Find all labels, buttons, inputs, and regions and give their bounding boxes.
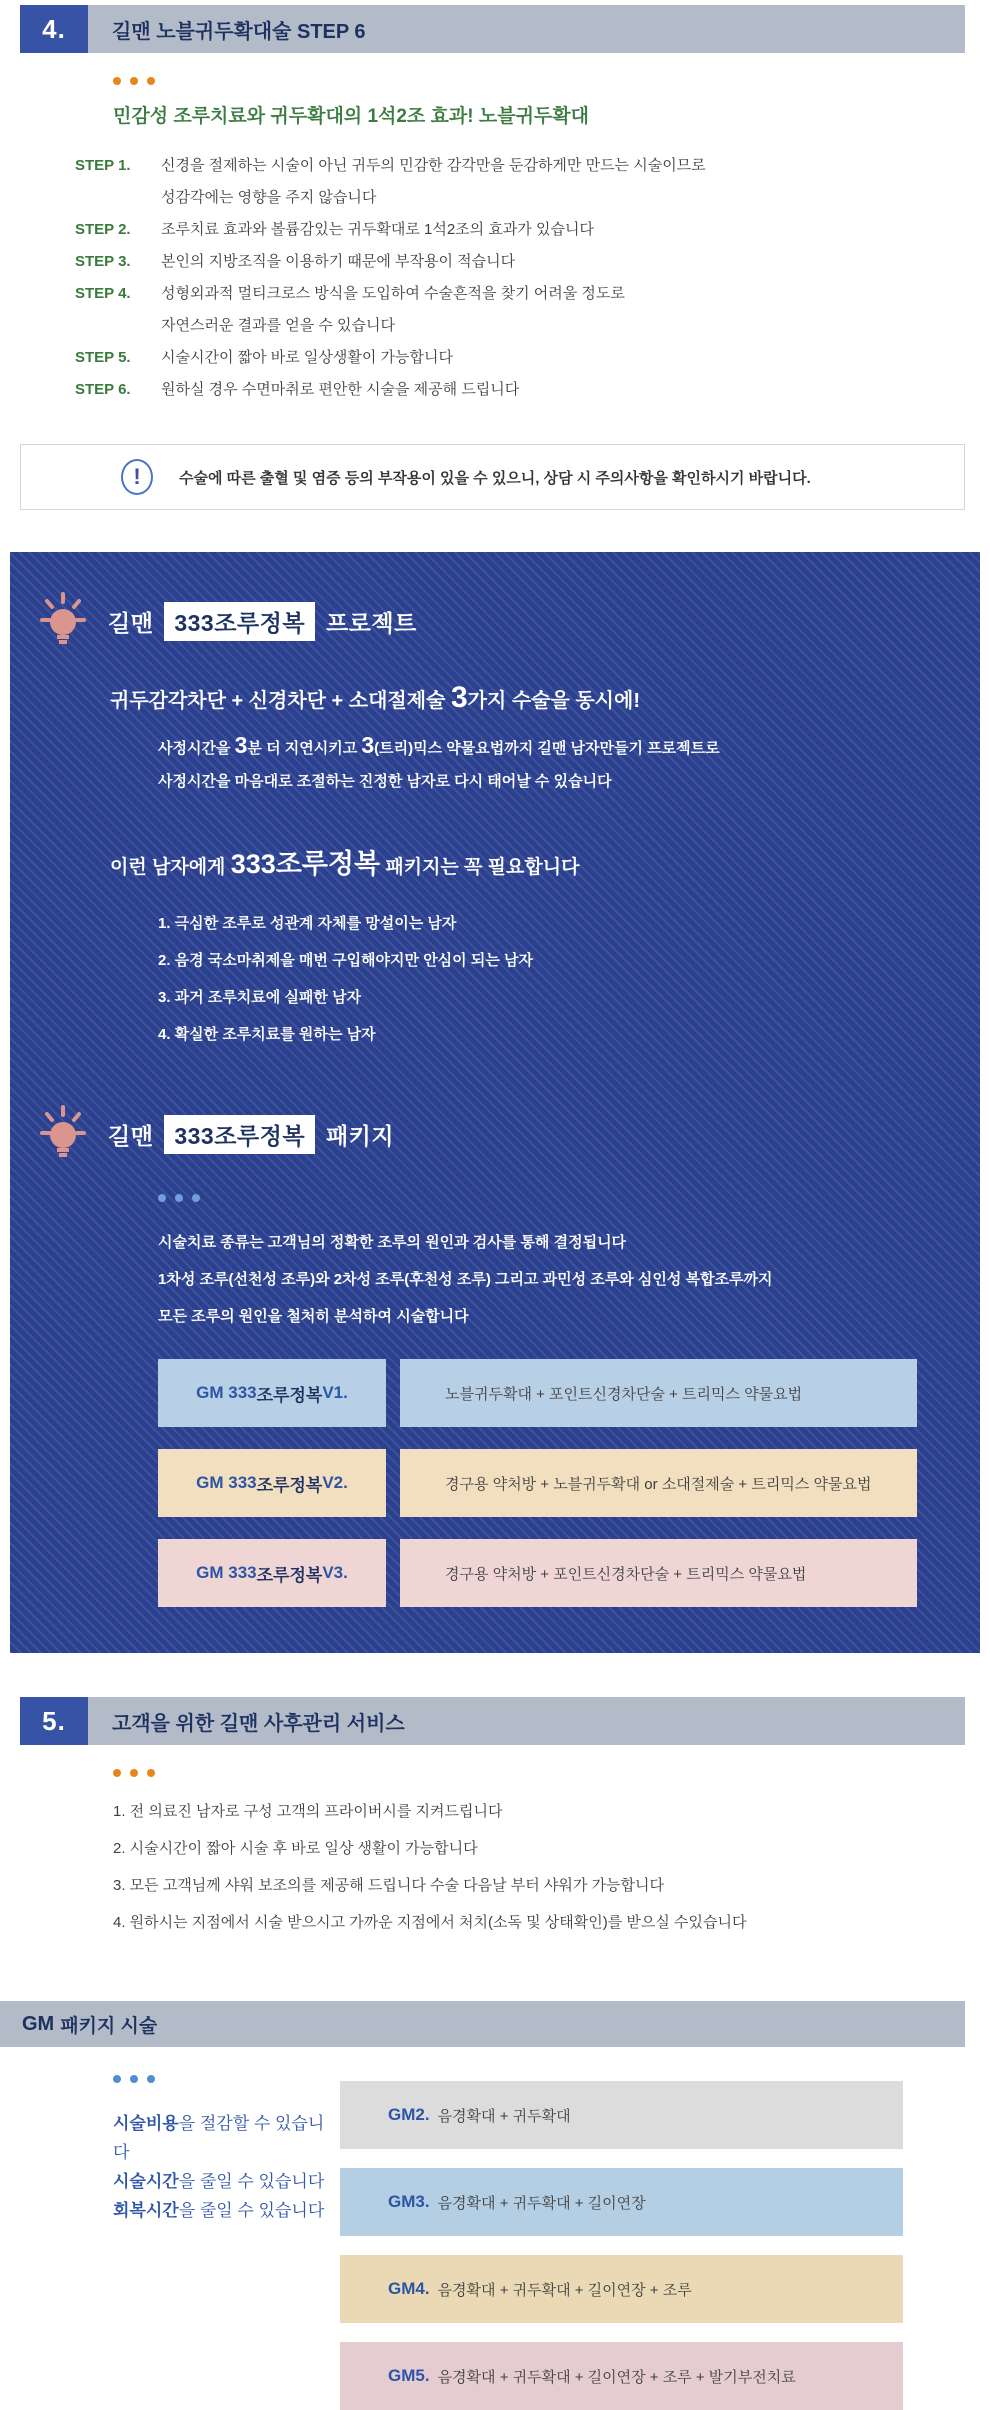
step-label: STEP 3. (75, 253, 131, 270)
package-row-v2 (158, 1449, 980, 1517)
project-desc-line2: 사정시간을 마음대로 조절하는 진정한 남자로 다시 태어날 수 있습니다 (158, 773, 612, 790)
gm-box-code: GM4. (388, 2279, 430, 2298)
package-row-v1 (158, 1359, 980, 1427)
desc-text: 사정시간을 (158, 740, 235, 757)
gm-box-desc: 음경확대 + 귀두확대 + 길이연장 (437, 2194, 646, 2212)
package-code: GM 333 (196, 1473, 257, 1492)
need-list-item: 2. 음경 국소마취제을 매번 구입해야지만 안심이 되는 남자 (158, 952, 533, 969)
package-version: V1. (322, 1383, 348, 1402)
gm-box-gm3 (340, 2168, 903, 2236)
gm-benefits-column (0, 2051, 340, 2410)
package-desc-cell: 경구용 약처방 + 포인트신경차단술 + 트리믹스 약물요법 (400, 1539, 917, 1607)
benefit-keyword: 시술시간 (113, 2172, 179, 2191)
package-version: V2. (322, 1473, 348, 1492)
step-line: 성형외과적 멀티크로스 방식을 도입하여 수술흔적을 찾기 어려울 정도로 (161, 285, 625, 302)
gm-box-gm4 (340, 2255, 903, 2323)
section4-header (20, 5, 965, 53)
subtitle-text: 귀두감각차단 + 신경차단 + 소대절제술 (110, 690, 451, 712)
package-desc-cell: 경구용 약처방 + 노블귀두확대 or 소대절제술 + 트리믹스 약물요법 (400, 1449, 917, 1517)
project-title-row (40, 592, 980, 651)
gm-header-text: 패키지 시술 (60, 2015, 158, 2037)
package-desc-cell: 노블귀두확대 + 포인트신경차단술 + 트리믹스 약물요법 (400, 1359, 917, 1427)
step-item-2 (75, 214, 990, 246)
desc-text: 분 더 지연시키고 (247, 740, 362, 757)
step-text (161, 246, 515, 278)
benefit-text: 을 줄일 수 있습니다 (178, 2172, 325, 2191)
desc-big-number: 3 (361, 732, 375, 758)
step-text (161, 150, 706, 214)
package-name-cell (158, 1359, 386, 1427)
gm-box-code: GM5. (388, 2366, 430, 2385)
gm-benefits (113, 2109, 340, 2225)
package-row-v3 (158, 1539, 980, 1607)
gm-benefit-line (113, 2167, 340, 2196)
blue-dots-divider (113, 2075, 340, 2083)
package-table (158, 1359, 980, 1607)
notice-box (20, 444, 965, 510)
gm-box-gm2 (340, 2081, 903, 2149)
aftercare-list (113, 1793, 990, 1941)
step-line: 조루치료 효과와 볼륨감있는 귀두확대로 1석2조의 효과가 있습니다 (161, 221, 594, 238)
step-line: 성감각에는 영향을 주지 않습니다 (161, 189, 377, 206)
gm-header-code: GM (22, 2012, 55, 2035)
desc-text: (트리)믹스 약물요법까지 길맨 남자만들기 프로젝트로 (374, 740, 720, 757)
package-title-badge: 333조루정복 (164, 1115, 315, 1154)
lightbulb-icon (40, 1105, 86, 1164)
need-title-text: 이런 남자에게 (110, 857, 231, 878)
step-item-3 (75, 246, 990, 278)
step-text (161, 214, 594, 246)
need-title (110, 842, 980, 881)
project-desc-line1 (158, 729, 980, 765)
orange-dots-divider (113, 1769, 990, 1777)
need-list-item: 1. 극심한 조루로 성관계 자체를 망설이는 남자 (158, 915, 457, 932)
step-line: 원하실 경우 수면마취로 편안한 시술을 제공해 드립니다 (161, 381, 520, 398)
step-text (161, 278, 625, 342)
package-version: V3. (322, 1563, 348, 1582)
package-code-dark: 조루정복 (256, 1475, 323, 1495)
section4-title: 길맨 노블귀두확대술 STEP 6 (88, 5, 965, 53)
project-title (108, 602, 417, 641)
need-title-text: 패키지는 꼭 필요합니다 (380, 857, 580, 878)
project-subtitle (110, 681, 980, 715)
desc-big-number: 3 (234, 732, 248, 758)
step-label: STEP 2. (75, 221, 131, 238)
package-title-row (40, 1105, 980, 1164)
aftercare-item: 1. 전 의료진 남자로 구성 고객의 프라이버시를 지켜드립니다 (113, 1803, 503, 1820)
step-label: STEP 5. (75, 349, 131, 366)
step-line: 자연스러운 결과를 얻을 수 있습니다 (161, 317, 396, 334)
step-item-1 (75, 150, 990, 214)
package-title-suffix: 패키지 (325, 1123, 395, 1149)
package-code-dark: 조루정복 (256, 1385, 323, 1405)
project-title-suffix: 프로젝트 (325, 610, 417, 636)
package-name-cell (158, 1539, 386, 1607)
need-list-item: 4. 확실한 조루치료를 원하는 남자 (158, 1026, 376, 1043)
gm-box-desc: 음경확대 + 귀두확대 (437, 2107, 571, 2125)
step-label: STEP 6. (75, 381, 131, 398)
gm-box-code: GM3. (388, 2192, 430, 2211)
package-title (108, 1115, 394, 1154)
subtitle-text: 가지 수술을 동시에! (467, 690, 640, 712)
aftercare-item: 2. 시술시간이 짧아 시술 후 바로 일상 생활이 가능합니다 (113, 1840, 478, 1857)
section5-header (20, 1697, 965, 1745)
need-list-item: 3. 과거 조루치료에 실패한 남자 (158, 989, 362, 1006)
step-item-4 (75, 278, 990, 342)
notice-text: 수술에 따른 출혈 및 염증 등의 부작용이 있을 수 있으니, 상담 시 주의사항을 확인하시기 바랍니다. (179, 469, 811, 487)
package-intro (158, 1224, 980, 1335)
benefit-keyword: 시술비용 (113, 2114, 179, 2133)
project-title-badge: 333조루정복 (164, 602, 315, 641)
package-code-dark: 조루정복 (256, 1565, 323, 1585)
step-item-6 (75, 374, 990, 406)
exclamation-icon: ! (121, 459, 153, 495)
benefit-text: 을 줄일 수 있습니다 (178, 2201, 325, 2220)
need-title-big: 333조루정복 (230, 849, 381, 879)
orange-dots-divider (113, 77, 990, 85)
gm-box-gm5 (340, 2342, 903, 2410)
step-line: 본인의 지방조직을 이용하기 때문에 부작용이 적습니다 (161, 253, 516, 270)
project-panel (10, 552, 980, 1653)
step-label: STEP 4. (75, 285, 131, 302)
subtitle-big-number: 3 (450, 681, 468, 714)
aftercare-item: 3. 모든 고객님께 샤워 보조의를 제공해 드립니다 수술 다음날 부터 샤워가 가능합니다 (113, 1877, 665, 1894)
step-item-5 (75, 342, 990, 374)
benefit-keyword: 회복시간 (113, 2201, 179, 2220)
benefit-text: 을 절감할 수 있습니다 (113, 2114, 325, 2162)
section4-headline: 민감성 조루치료와 귀두확대의 1석2조 효과! 노블귀두확대 (113, 106, 589, 127)
gm-benefit-line (113, 2196, 340, 2225)
section5-number: 5. (20, 1697, 88, 1745)
step-line: 시술시간이 짧아 바로 일상생활이 가능합니다 (161, 349, 453, 366)
gm-boxes (340, 2081, 903, 2410)
lightbulb-icon (40, 592, 86, 651)
aftercare-item: 4. 원하시는 지점에서 시술 받으시고 가까운 지점에서 처치(소독 및 상태확인)를 받으실 수있습니다 (113, 1914, 747, 1931)
gm-box-desc: 음경확대 + 귀두확대 + 길이연장 + 조루 (437, 2281, 692, 2299)
step-label: STEP 1. (75, 157, 131, 174)
step-text (161, 374, 519, 406)
gm-package-header (0, 2001, 965, 2047)
section4-number: 4. (20, 5, 88, 53)
step-line: 신경을 절제하는 시술이 아닌 귀두의 민감한 감각만을 둔감하게만 만드는 시술이므로 (161, 157, 706, 174)
gm-box-code: GM2. (388, 2105, 430, 2124)
need-list (158, 905, 980, 1053)
package-intro-line: 모든 조루의 원인을 철처히 분석하여 시술합니다 (158, 1308, 469, 1325)
package-intro-line: 1차성 조루(선천성 조루)와 2차성 조루(후천성 조루) 그리고 과민성 조루와 심인성 복합조루까지 (158, 1271, 773, 1288)
section5-title: 고객을 위한 길맨 사후관리 서비스 (88, 1697, 965, 1745)
package-intro-line: 시술치료 종류는 고객님의 정확한 조루의 원인과 검사를 통해 결정됩니다 (158, 1234, 627, 1251)
package-code: GM 333 (196, 1563, 257, 1582)
package-title-prefix: 길맨 (108, 1123, 154, 1149)
project-description (158, 729, 980, 798)
gm-benefit-line (113, 2109, 340, 2167)
package-name-cell (158, 1449, 386, 1517)
project-title-prefix: 길맨 (108, 610, 154, 636)
step-text (161, 342, 453, 374)
gm-package-section (0, 2051, 990, 2410)
lightblue-dots-divider (158, 1194, 980, 1202)
gm-box-desc: 음경확대 + 귀두확대 + 길이연장 + 조루 + 발기부전치료 (437, 2368, 796, 2386)
package-code: GM 333 (196, 1383, 257, 1402)
step-list (75, 150, 990, 406)
